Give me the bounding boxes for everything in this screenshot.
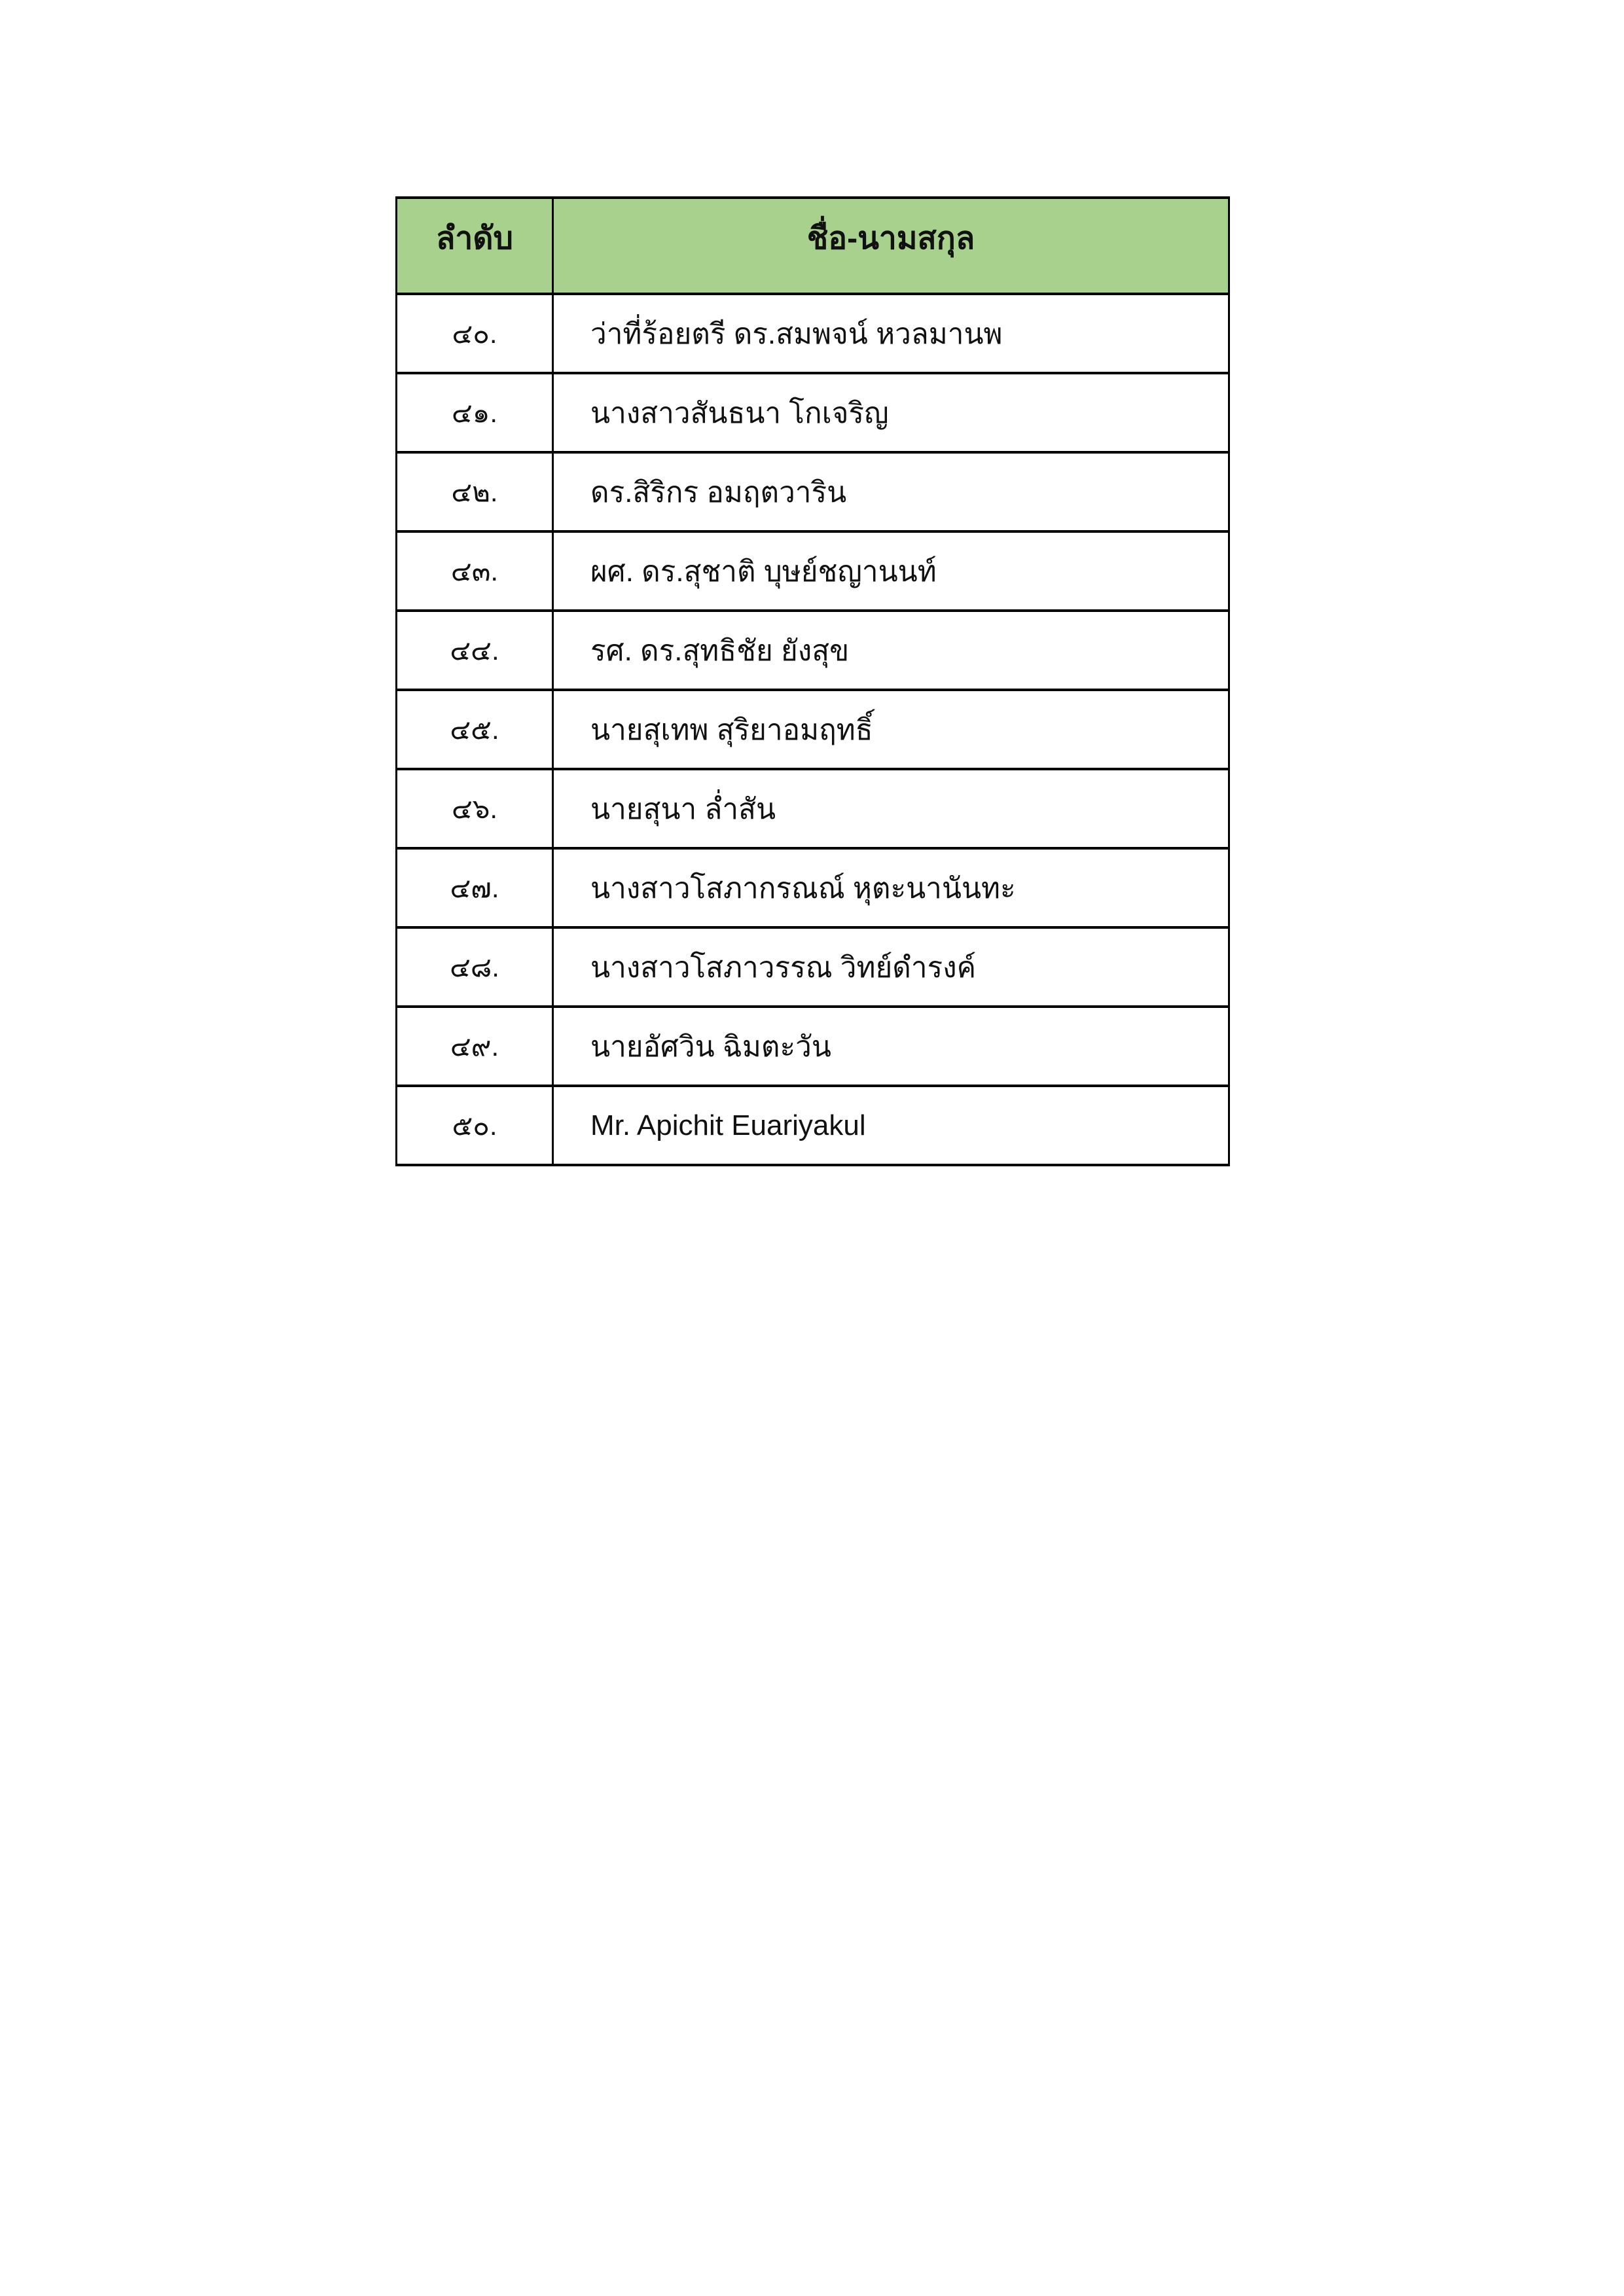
header-name-column: ชื่อ-นามสกุล xyxy=(553,198,1229,294)
table-row xyxy=(397,611,1229,690)
table-header-row xyxy=(397,198,1229,294)
table-row xyxy=(397,531,1229,611)
row-person-name: นางสาวโสภาวรรณ วิทย์ดำรงค์ xyxy=(553,927,1229,1007)
header-order-column: ลำดับ xyxy=(397,198,553,294)
row-order-number: ๕๐. xyxy=(397,1086,553,1165)
row-person-name: ว่าที่ร้อยตรี ดร.สมพจน์ หวลมานพ xyxy=(553,294,1229,373)
row-person-name: ผศ. ดร.สุชาติ บุษย์ชญานนท์ xyxy=(553,531,1229,611)
table-row xyxy=(397,927,1229,1007)
row-order-number: ๔๔. xyxy=(397,611,553,690)
table-row xyxy=(397,769,1229,848)
row-person-name: ดร.สิริกร อมฤตวาริน xyxy=(553,452,1229,531)
row-person-name: รศ. ดร.สุทธิชัย ยังสุข xyxy=(553,611,1229,690)
table-body xyxy=(397,294,1229,1165)
row-order-number: ๔๗. xyxy=(397,848,553,927)
row-order-number: ๔๒. xyxy=(397,452,553,531)
table-row xyxy=(397,294,1229,373)
row-person-name: Mr. Apichit Euariyakul xyxy=(553,1086,1229,1165)
row-order-number: ๔๘. xyxy=(397,927,553,1007)
row-person-name: นางสาวโสภากรณณ์ หุตะนานันทะ xyxy=(553,848,1229,927)
row-order-number: ๔๑. xyxy=(397,373,553,452)
row-order-number: ๔๖. xyxy=(397,769,553,848)
table-row xyxy=(397,373,1229,452)
row-person-name: นายสุนา ล่ำสัน xyxy=(553,769,1229,848)
row-order-number: ๔๐. xyxy=(397,294,553,373)
table-row xyxy=(397,1007,1229,1086)
name-roster-table xyxy=(395,196,1230,1166)
table-row xyxy=(397,452,1229,531)
row-order-number: ๔๙. xyxy=(397,1007,553,1086)
row-order-number: ๔๓. xyxy=(397,531,553,611)
row-person-name: นายสุเทพ สุริยาอมฤทธิ์ xyxy=(553,690,1229,769)
row-order-number: ๔๕. xyxy=(397,690,553,769)
row-person-name: นางสาวสันธนา โกเจริญ xyxy=(553,373,1229,452)
row-person-name: นายอัศวิน ฉิมตะวัน xyxy=(553,1007,1229,1086)
table-row xyxy=(397,690,1229,769)
table-row xyxy=(397,848,1229,927)
table-row xyxy=(397,1086,1229,1165)
